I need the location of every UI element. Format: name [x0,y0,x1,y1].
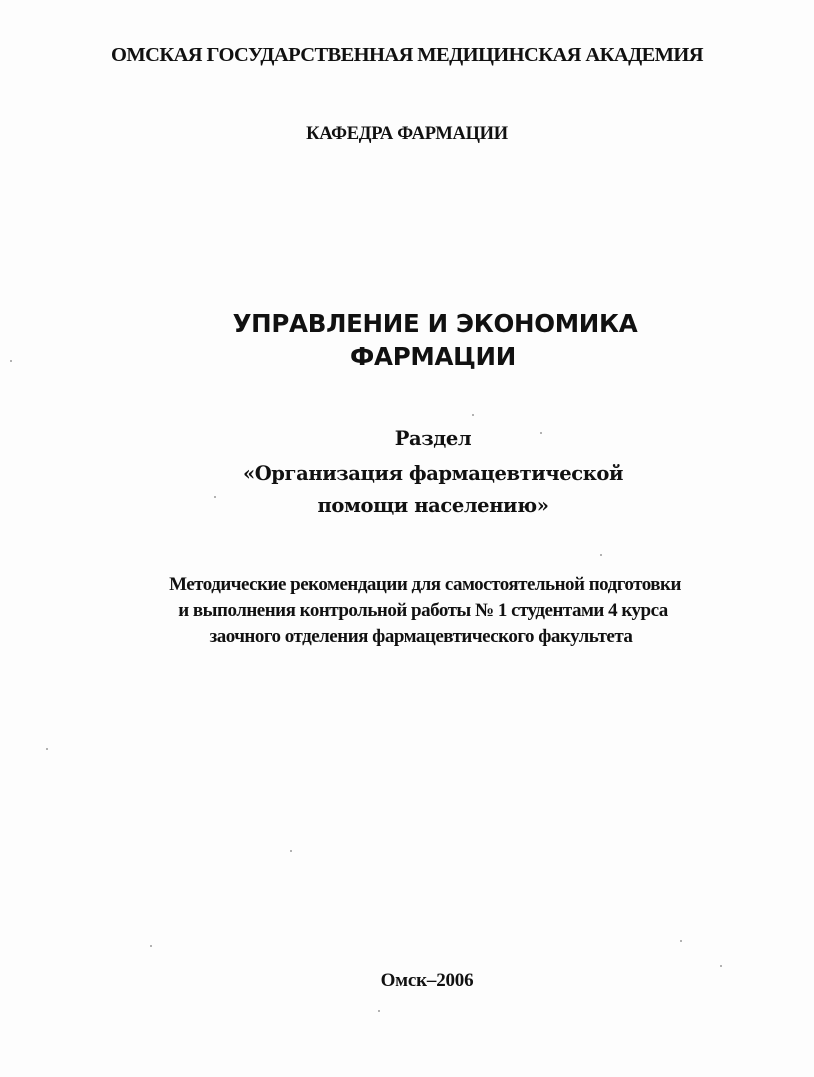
description-line-1: Методические рекомендации для самостоятельной подготовки [169,574,681,595]
city-year: Омск–2006 [380,970,474,991]
scan-speck [378,1010,380,1012]
section-name-line-2: помощи населению» [317,494,549,517]
scan-speck [46,748,48,750]
department-name: КАФЕДРА ФАРМАЦИИ [306,124,508,144]
institution-name: ОМСКАЯ ГОСУДАРСТВЕННАЯ МЕДИЦИНСКАЯ АКАДЕМИЯ [111,44,703,66]
scan-speck [10,360,12,362]
document-title-line-1: УПРАВЛЕНИЕ И ЭКОНОМИКА [232,309,638,338]
scan-speck [720,965,722,967]
scan-speck [150,945,152,947]
section-label: Раздел [394,427,472,450]
scan-speck [680,940,682,942]
scan-speck [214,496,216,498]
scan-speck [472,414,474,416]
section-name-line-1: «Организация фармацевтической [242,462,624,485]
description-line-3: заочного отделения фармацевтического факультета [209,626,633,647]
scan-speck [540,432,542,434]
scan-speck [600,554,602,556]
document-title-line-2: ФАРМАЦИИ [350,342,516,371]
scan-speck [290,850,292,852]
description-line-2: и выполнения контрольной работы № 1 студентами 4 курса [178,600,668,621]
